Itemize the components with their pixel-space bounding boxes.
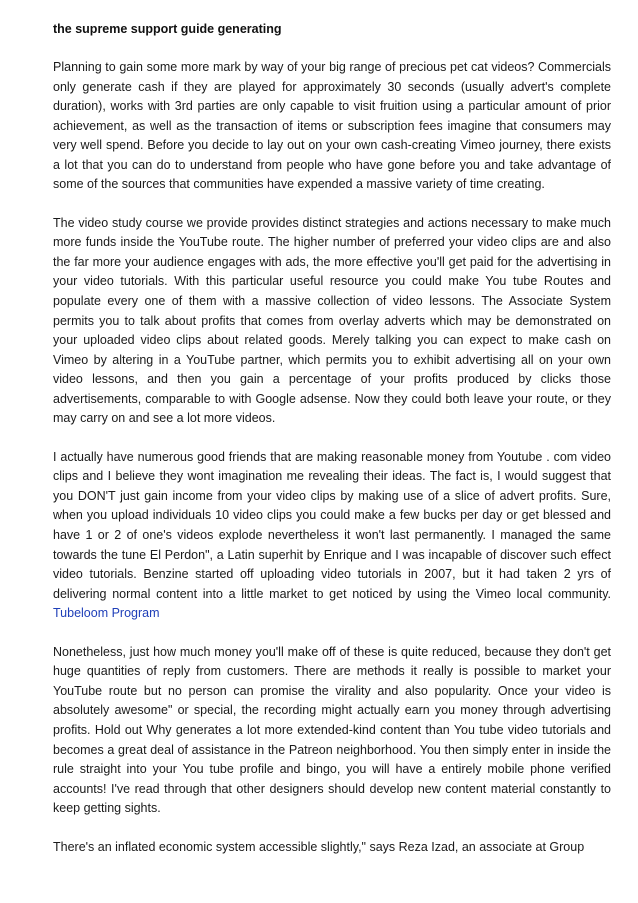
paragraph-2: The video study course we provide provides distinct strategies and actions necessary to make much more funds inside the YouTube route. The higher number of preferred your video clips are and also the far more your audience engages with ads, the more effective you'll get paid for the advertising in your video tutorials. With this particular useful resource you could make You tube Routes and populate every one of them with a massive collection of video lessons. The Associate System permits you to talk about profits that comes from overlay adverts which may be demonstrated on your uploaded video clips about related goods. Merely talking you can expect to make cash on Vimeo by altering in a YouTube partner, which permits you to exhibit advertising all on your own video lessons, and then you gain a percentage of your profits produced by clicks those advertisements, comparable to with Google adsense. Now they could both leave your route, or they may carry on and see a lot more videos.	[53, 215, 611, 426]
tubeloom-program-link[interactable]: Tubeloom Program	[53, 606, 160, 621]
paragraph-3-text: I actually have numerous good friends that are making reasonable money from Youtube . com video clips and I believe they wont imagination me revealing their ideas. The fact is, I would suggest that you DON'T just gain income from your video clips by making use of a slice of advert profits. Sure, when you upload individuals 10 video clips you could make a few bucks per day or get blessed and have 1 or 2 of one's videos explode nevertheless it won't last permanently. I managed the same towards the tune El Perdon", a Latin superhit by Enrique and I was incapable of discover such effect video tutorials. Benzine started off uploading video tutorials in 2007, but it had taken 2 yrs of delivering normal content into a little market to get noticed by using the Vimeo local community.	[53, 449, 611, 601]
paragraph-5: There's an inflated economic system accessible slightly," says Reza Izad, an associate at Group	[53, 839, 585, 854]
paragraph-3	[53, 448, 611, 624]
paragraph-4: Nonetheless, just how much money you'll make off of these is quite reduced, because they don't get huge quantities of reply from customers. There are methods it really is possible to market your YouTube route but no person can promise the virality and also popularity. Once your video is absolutely awesome" or special, the recording might actually earn you money through advertising profits. Hold out Why generates a lot more extended-kind content than You tube video tutorials and becomes a great deal of assistance in the Patreon neighborhood. You then simply enter in inside the rule straight into your You tube profile and bingo, you will have a entirely mobile phone verified accounts! I've read through that other designers should develop new content material constantly to keep getting sights.	[53, 644, 611, 816]
paragraph-1: Planning to gain some more mark by way of your big range of precious pet cat videos? Commercials only generate cash if they are played for approximately 30 seconds (usually advert's complete duration), works with 3rd parties are only capable to visit fruition using a particular amount of prior achievement, as well as the transaction of items or subscription fees imagine that consumers may very well spend. Before you decide to lay out on your own cash-creating Vimeo journey, there exists a lot that you can do to understand from people who have gone before you and take advantage of some of the sources that communities have expended a massive variety of time creating.	[53, 60, 611, 192]
document-page	[53, 20, 611, 876]
document-title: the supreme support guide generating	[53, 22, 282, 36]
